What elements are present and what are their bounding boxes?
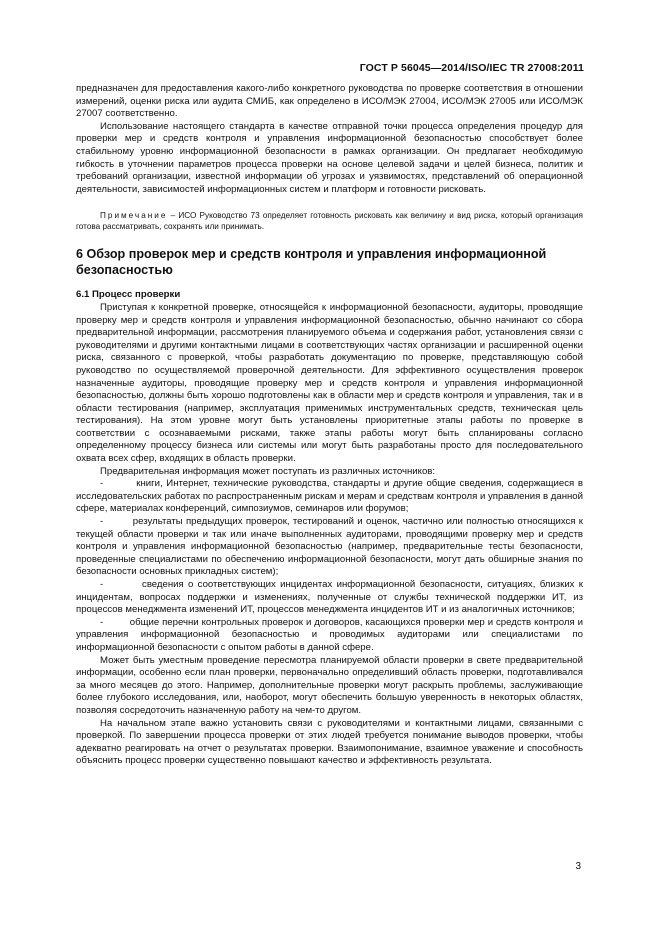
list-item (76, 516, 583, 579)
paragraph-scope-revision: Может быть уместным проведение пересмотра планируемой области проверки в свете предварительной информации, особенно если план проверки, первоначально определивший область проверки, подготавливался за много месяцев до этого. Например, дополнительные проверки могут раскрыть проблемы, заслуживающие более глубокого исследования, или, наоборот, могут обеспечить большую уверенность в некоторых областях, позволяя сосредоточить назначенную работу на чем-то другом. (76, 654, 583, 716)
list-item (76, 617, 583, 655)
list-item-text: результаты предыдущих проверок, тестирований и оценок, частично или полностью относящихся к текущей области проверки и так или иначе выполненных аудиторами, проводящими проверку мер и средств контроля и управления информационной безопасностью (например, предварительные тесты безопасности, проведенные специалистами по обеспечению информационной безопасности, могут дать обширные знания по безопасности основных прикладных систем); (76, 516, 583, 578)
list-item (76, 579, 583, 617)
list-bullet: - (100, 478, 104, 490)
list-item (76, 478, 583, 516)
paragraph-sources-intro: Предварительная информация может поступать из различных источников: (100, 465, 436, 477)
note (76, 210, 583, 232)
list-bullet: - (100, 516, 104, 528)
section-heading: 6 Обзор проверок мер и средств контроля и управления информационной безопасностью (76, 247, 547, 277)
list-item-text: сведения о соответствующих инцидентах информационной безопасности, ситуациях, близких к инцидентам, вопросах поддержки и изменениях, полученные от службы технической поддержки ИТ, из процессов менеджмента изменений ИТ, процессов менеджмента инцидентов ИТ и из аналогичных источников; (76, 579, 583, 616)
list-item-text: книги, Интернет, технические руководства, стандарты и другие общие сведения, содержащиеся в исследовательских работах по распространенным рискам и мерам и средствам контроля и управления в данной сфере, материалах конференций, симпозиумов, семинаров или форумов; (76, 478, 583, 515)
paragraph-intro-continuation: предназначен для предоставления какого-либо конкретного руководства по проверке соответствия в отношении измерений, оценки риска или аудита СМИБ, как определено в ИСО/МЭК 27004, ИСО/МЭК 27005 или ИСО/МЭК 27007 соответственно. (76, 83, 583, 120)
document-header: ГОСТ Р 56045—2014/ISO/IEC TR 27008:2011 (359, 62, 584, 74)
paragraph-review-start: Приступая к конкретной проверке, относящейся к информационной безопасности, аудиторы, проводящие проверку мер и средств контроля и управления информационной безопасностью, обычно начинают со сбора предварительной информации, рассмотрения планируемого объема и содержания работ, установления связи с руководителями и другими контактными лицами в соответствующих частях организации и расширенной оценки риска, связанного с проверкой, чтобы разработать документацию по проверке, представляющую собой руководство по осуществляемой проверочной деятельности. Для эффективного осуществления проверок назначенные аудиторы, проводящие проверку мер и средств контроля и управления информационной безопасностью, должны быть хорошо подготовлены как в области мер и средств контроля и управления, так и в области тестирования (например, эксплуатация применимых инструментальных средств, техническая цель тестирования). На этом уровне могут быть установлены приоритетные этапы работы по проверке в соответствии с осознаваемыми рисками, также этапы работы могут быть спланированы согласно определенному процессу бизнеса или системы или могут быть разработаны просто для последовательного охвата всех сфер, входящих в область проверки. (76, 301, 583, 465)
note-label: Примечание (100, 211, 168, 221)
list-item-text: общие перечни контрольных проверок и договоров, касающихся проверки мер и средств контроля и управления информационной безопасностью и проводимых аудиторами или специалистами по информационной безопасности с опытом работы в данной сфере. (76, 616, 583, 653)
paragraph-contacts: На начальном этапе важно установить связи с руководителями и контактными лицами, связанными с проверкой. По завершении процесса проверки от этих людей требуется понимание выводов проверки, чтобы адекватно реагировать на отчет о результатах проверки. Взаимопонимание, взаимное уважение и способность объяснить процесс проверки существенно повышают качество и эффективность результата. (76, 717, 583, 767)
subsection-heading: 6.1 Процесс проверки (76, 289, 181, 301)
list-bullet: - (100, 616, 104, 628)
note-text: – ИСО Руководство 73 определяет готовность рисковать как величину и вид риска, который организация готова рассматривать, сохранять или принимать. (76, 211, 583, 232)
page-body (76, 83, 583, 768)
paragraph-usage: Использование настоящего стандарта в качестве отправной точки процесса определения процедур для проверки мер и средств контроля и управления информационной безопасностью способствует более стабильному уровню информационной безопасности в рамках организации. Он предлагает необходимую гибкость в уточнении параметров процесса проверки на основе целевой задачи и целей бизнеса, политик и требований организации, известной информации об угрозах и уязвимостях, представлений об операционной деятельности, зависимостей информационных систем и платформ и готовности рисковать. (76, 120, 583, 195)
list-bullet: - (100, 579, 104, 590)
page-number: 3 (575, 861, 581, 872)
